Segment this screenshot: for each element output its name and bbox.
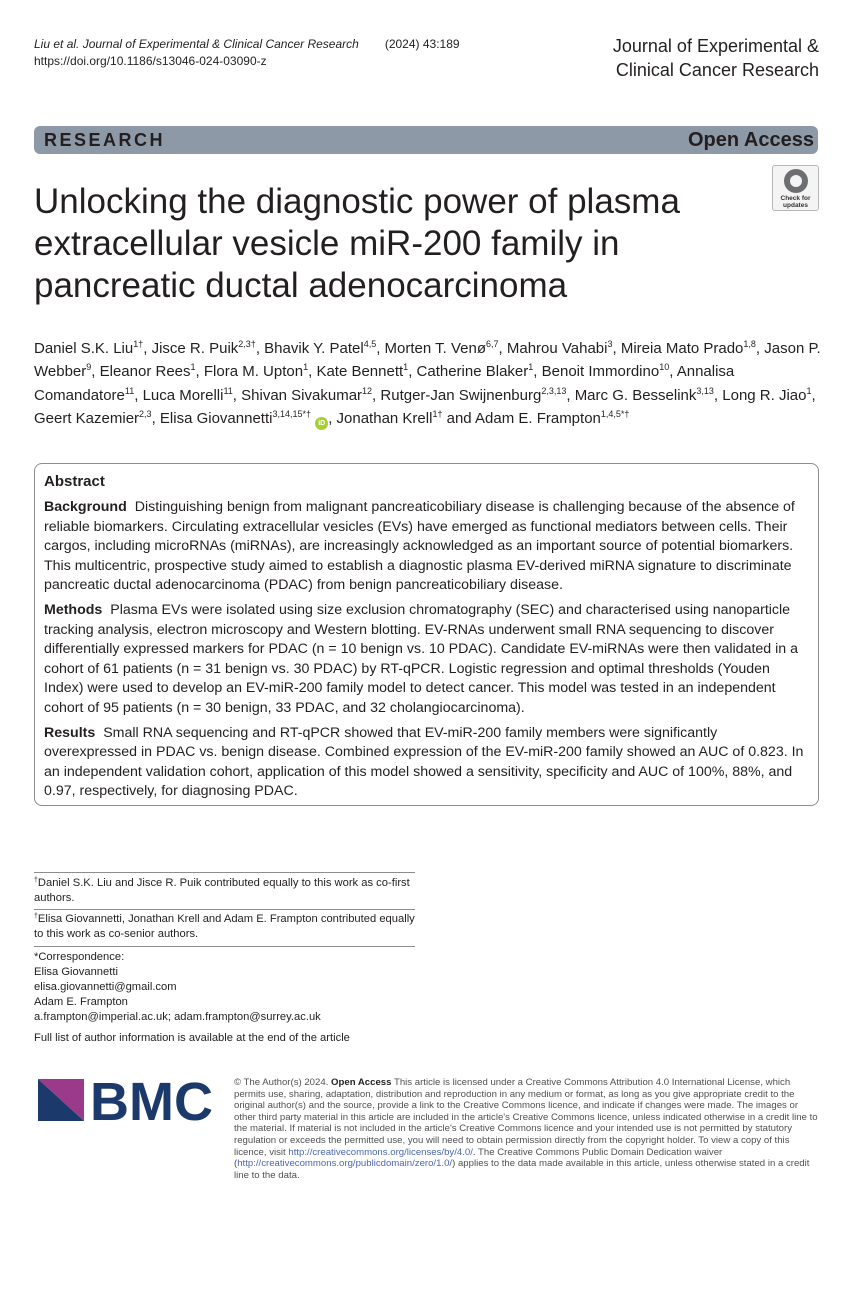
author-affiliation: 11 (124, 385, 135, 396)
open-access-label: Open Access (688, 129, 814, 151)
author-affiliation: 11 (223, 385, 233, 396)
author-name[interactable]: Jason P. Webber (34, 340, 821, 381)
author-name[interactable]: Marc G. Besselink (574, 386, 697, 404)
author-affiliation: 3 (607, 339, 613, 349)
author-affiliation: 4,5 (363, 339, 377, 349)
author-name[interactable]: Jisce R. Puik (151, 340, 239, 357)
author-affiliation: 2,3† (238, 339, 256, 349)
footnote-co-first-text: Daniel S.K. Liu and Jisce R. Puik contributed equally to this work as co-first authors. (34, 877, 410, 904)
author-affiliation: 1 (403, 362, 409, 373)
footnote-co-senior (34, 912, 415, 942)
dagger-mark: † (34, 877, 38, 884)
license-link-cc-by[interactable]: http://creativecommons.org/licenses/by/4.0/ (288, 1146, 473, 1158)
citation-authors: Liu et al. Journal of Experimental & Clinical Cancer Research (34, 37, 359, 51)
journal-name-line1: Journal of Experimental & (612, 36, 819, 56)
footnote-divider (34, 909, 415, 910)
correspondence-label: *Correspondence: (34, 951, 125, 963)
abstract-methods (44, 601, 809, 719)
correspondence-email[interactable]: a.frampton@imperial.ac.uk; adam.frampton@surrey.ac.uk (34, 1011, 321, 1023)
background-label: Background (44, 499, 127, 515)
abstract-results (44, 724, 809, 802)
author-name[interactable]: Long R. Jiao (722, 386, 807, 404)
author-affiliation: 10 (659, 362, 670, 373)
dagger-mark: † (34, 913, 38, 920)
author-name[interactable]: Eleanor Rees (99, 363, 191, 381)
author-name[interactable]: Benoit Immordino (541, 363, 660, 381)
author-affiliation: 9 (86, 362, 92, 373)
author-affiliation: 1,4,5*† (600, 409, 630, 420)
article-title: Unlocking the diagnostic power of plasma extracellular vesicle miR-200 family in pancreatic ductal adenocarcinoma (34, 182, 680, 305)
abstract-heading: Abstract (44, 473, 105, 490)
doi-link[interactable]: https://doi.org/10.1186/s13046-024-03090-z (34, 54, 267, 68)
footnote-divider (34, 946, 415, 947)
journal-name (613, 34, 819, 82)
abstract-box (34, 463, 819, 806)
author-affiliation: 1,8 (743, 339, 756, 349)
running-header (34, 36, 460, 70)
abstract-background (44, 498, 809, 596)
citation-line (34, 36, 460, 53)
author-name[interactable]: Jonathan Krell (336, 410, 433, 428)
author-affiliation: 1 (303, 362, 309, 373)
badge-line2: updates (783, 202, 808, 209)
author-name[interactable]: Mahrou Vahabi (506, 340, 608, 357)
author-affiliation: 3,14,15*† (272, 409, 312, 420)
author-name[interactable]: Luca Morelli (142, 386, 224, 404)
results-text: Small RNA sequencing and RT-qPCR showed that EV-miR-200 family members were significantly overexpressed in PDAC vs. benign disease. Combined expression of the EV-miR-200 family showed an AUC of 0.823. In an independent validation cohort, application of this model showed a sensitivity, specificity and AUC of 100%, 88%, and 0.97, respectively, for diagnosing PDAC. (44, 724, 804, 800)
results-label: Results (44, 724, 96, 741)
author-name[interactable]: Annalisa Comandatore (34, 363, 735, 404)
author-name[interactable]: Daniel S.K. Liu (34, 340, 134, 357)
author-name[interactable]: Mireia Mato Prado (620, 340, 744, 357)
article-type-label: RESEARCH (44, 130, 166, 150)
author-name[interactable]: Adam E. Frampton (475, 410, 601, 428)
author-affiliation: 1 (528, 362, 534, 373)
author-name[interactable]: Elisa Giovannetti (159, 410, 273, 428)
article-type-bar (34, 126, 818, 154)
badge-line1: Check for (780, 195, 811, 202)
license-text-2: . The Creative Commons Public Domain Dedication waiver ( (234, 1146, 723, 1170)
author-affiliation: 1† (432, 409, 443, 420)
author-name[interactable]: Bhavik Y. Patel (264, 340, 364, 357)
license-statement (234, 1077, 820, 1181)
footnote-divider (34, 872, 415, 873)
author-name[interactable]: Catherine Blaker (416, 363, 529, 381)
citation-volume: (2024) 43:189 (384, 37, 460, 51)
author-affiliation: 2,3,13 (541, 385, 567, 396)
author-name[interactable]: Kate Bennett (316, 363, 404, 381)
copyright: © The Author(s) 2024. (234, 1077, 329, 1088)
author-affiliation: 12 (362, 385, 373, 396)
license-link-cc0[interactable]: http://creativecommons.org/publicdomain/zero/1.0/ (237, 1158, 453, 1170)
footnote-co-first (34, 876, 415, 906)
license-open-access: Open Access (331, 1077, 392, 1088)
author-affiliation: 2,3 (139, 409, 152, 420)
author-name[interactable]: Shivan Sivakumar (241, 386, 363, 404)
orcid-icon[interactable]: iD (315, 417, 328, 430)
author-affiliation: 1 (190, 362, 196, 373)
background-text: Distinguishing benign from malignant pancreaticobiliary disease is challenging because of the absence of reliable biomarkers. Circulating extracellular vesicles (EVs) have emerged as functional mediators between cells. Their cargos, including microRNAs (miRNAs), are increasingly acknowledged as an important source of potential biomarkers. This multicentric, prospective study aimed to establish a diagnostic plasma EV-derived miRNA signature to discriminate pancreatic ductal adenocarcinoma (PDAC) from benign pancreaticobiliary disease. (44, 499, 795, 594)
author-list: Daniel S.K. Liu$^{1\dagger}$, Jisce R. Puik$^{2,3\dagger}$, Bhavik Y. Patel$^{4,5}$, Morten T. Venø$^{6,7}$, Mahrou Vahabi$^3$, Mireia Mato Prado$^{1,8}$, Jason P. Webber$^9$, Eleanor Rees$^1$, Flora M. Upton$^1$, Kate Bennett$^1$, Catherine Blaker$^1$, Benoit Immordino$^{10}$, Annalisa Comandatore$^{11}$, Luca Morelli$^{11}$, Shivan Sivakumar$^{12}$, Rutger-Jan Swijnenburg$^{2,3,13}$, Marc G. Besselink$^{3,13}$, Long R. Jiao$^1$, Geert Kazemier$^{2,3}$, Elisa Giovannetti$^{3,14,15*\dagger}$ iD , Jonathan Krell$^{1\dagger}$ and Adam E. Frampton$^{1,4,5*\dagger}$ (34, 337, 824, 431)
correspondence-email[interactable]: elisa.giovannetti@gmail.com (34, 981, 177, 993)
license-text-3: ) applies to the data made available in this article, unless otherwise stated in a credit line to the data. (234, 1158, 810, 1181)
methods-text: Plasma EVs were isolated using size exclusion chromatography (SEC) and characterised using nanoparticle tracking analysis, electron microscopy and Western blotting. EV-RNAs underwent small RNA sequencing to discover differentially expressed markers for PDAC (n = 10 benign vs. 10 PDAC). Candidate EV-miRNAs were then validated in a cohort of 61 patients (n = 31 benign vs. 30 PDAC) by RT-qPCR. Logistic regression and optimal thresholds (Youden Index) were used to develop an EV-miR-200 family model to detect cancer. This model was tested in an independent cohort of 95 patients (n = 30 benign, 33 PDAC, and 32 cholangiocarcinoma). (44, 601, 799, 716)
bmc-logo-icon (36, 1075, 216, 1125)
author-info-note: Full list of author information is available at the end of the article (34, 1032, 350, 1044)
author-name[interactable]: Rutger-Jan Swijnenburg (380, 386, 542, 404)
author-affiliation: 1 (806, 385, 812, 396)
correspondence-block (34, 950, 415, 1025)
check-for-updates-badge[interactable] (772, 165, 819, 211)
footnote-co-senior-text: Elisa Giovannetti, Jonathan Krell and Adam E. Frampton contributed equally to this work as co-senior authors. (34, 913, 415, 940)
author-affiliation: 6,7 (486, 339, 499, 349)
bmc-logo (36, 1075, 216, 1125)
journal-name-line2: Clinical Cancer Research (615, 60, 819, 80)
license-text-1: This article is licensed under a Creative Commons Attribution 4.0 International License, which permits use, sharing, adaptation, distribution and reproduction in any medium or format, as long as you give appropriate credit to the original author(s) and the source, provide a link to the Creative Commons licence, and indicate if changes were made. The images or other third party material in this article are included in the article's Creative Commons licence, unless indicated otherwise in a credit line to the material. If material is not included in the article's Creative Commons licence and your intended use is not permitted by statutory regulation or exceeds the permitted use, you will need to obtain permission directly from the copyright holder. To view a copy of this licence, visit (234, 1077, 818, 1158)
author-name[interactable]: Flora M. Upton (203, 363, 304, 381)
crossmark-icon (784, 169, 808, 193)
bmc-logo-text: BMC (90, 1075, 213, 1125)
methods-label: Methods (44, 601, 103, 618)
correspondence-name: Adam E. Frampton (34, 996, 128, 1008)
correspondence-name: Elisa Giovannetti (34, 966, 118, 978)
author-name[interactable]: Geert Kazemier (34, 410, 140, 428)
author-affiliation: 1† (133, 339, 144, 349)
author-name[interactable]: Morten T. Venø (384, 340, 486, 357)
author-affiliation: 3,13 (696, 385, 714, 396)
